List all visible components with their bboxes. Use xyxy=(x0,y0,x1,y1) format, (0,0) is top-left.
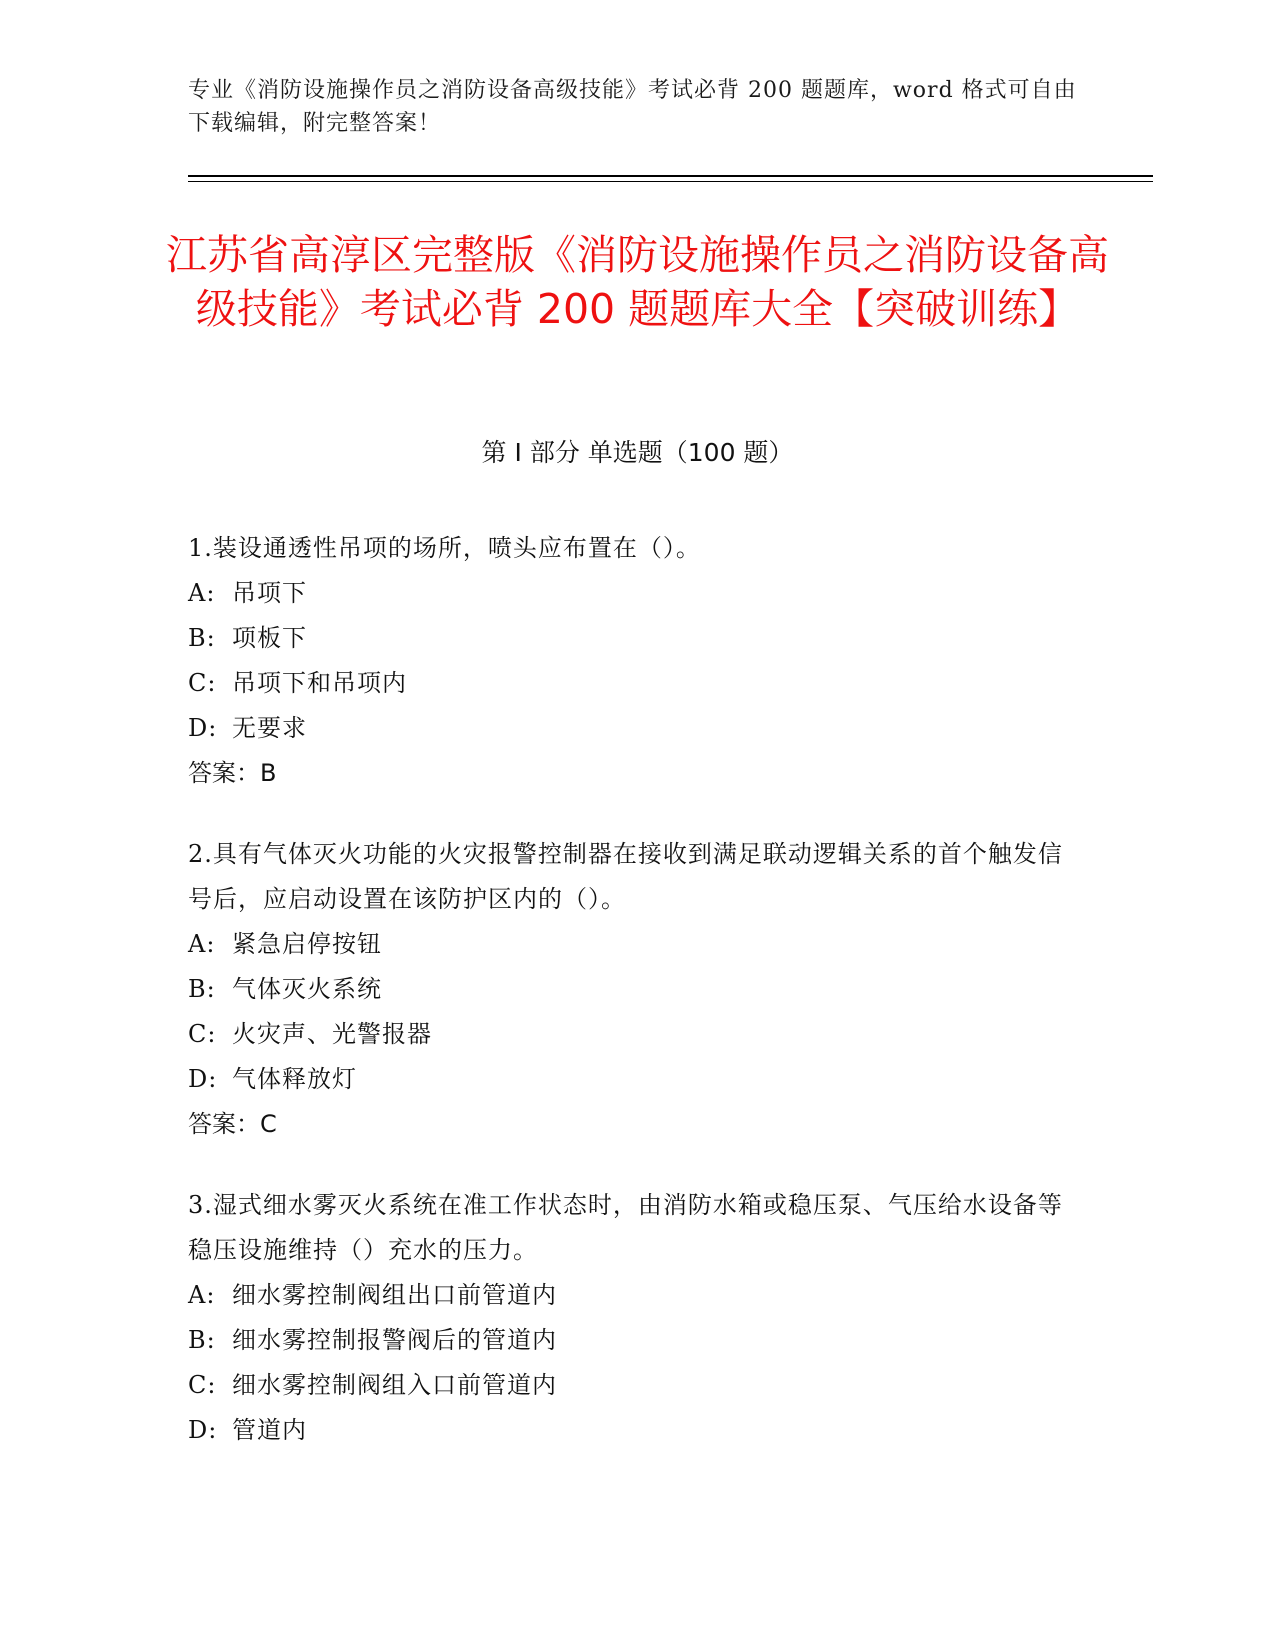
document-title: 江苏省高淳区完整版《消防设施操作员之消防设备高级技能》考试必背 200 题题库大全【突破训练】 xyxy=(166,231,1109,333)
option-letter: D: xyxy=(188,1065,218,1093)
header-rule-thick xyxy=(188,175,1153,177)
option-c xyxy=(188,661,1068,706)
option-text: 火灾声、光警报器 xyxy=(232,1020,432,1048)
option-b xyxy=(188,616,1068,661)
section-title: 第 I 部分 单选题（100 题） xyxy=(481,438,794,467)
header-rule-thin xyxy=(188,181,1153,182)
option-d xyxy=(188,1057,1068,1102)
option-text: 紧急启停按钮 xyxy=(232,930,382,958)
option-letter: A: xyxy=(188,1281,216,1309)
option-text: 细水雾控制阀组出口前管道内 xyxy=(232,1281,557,1309)
option-letter: C: xyxy=(188,1371,217,1399)
option-a xyxy=(188,571,1068,616)
option-letter: D: xyxy=(188,714,218,742)
question-stem: 2.具有气体灭火功能的火灾报警控制器在接收到满足联动逻辑关系的首个触发信号后，应启动设置在该防护区内的（）。 xyxy=(188,840,1063,913)
option-d xyxy=(188,1408,1068,1453)
question-list xyxy=(188,526,1068,1489)
answer: 答案：B xyxy=(188,759,277,787)
option-text: 管道内 xyxy=(232,1416,307,1444)
option-text: 气体释放灯 xyxy=(232,1065,357,1093)
option-b xyxy=(188,1318,1068,1363)
option-text: 吊项下 xyxy=(232,579,307,607)
question-stem: 3.湿式细水雾灭火系统在准工作状态时，由消防水箱或稳压泵、气压给水设备等稳压设施维持（）充水的压力。 xyxy=(188,1191,1063,1264)
option-text: 气体灭火系统 xyxy=(232,975,382,1003)
option-text: 无要求 xyxy=(232,714,307,742)
question-3 xyxy=(188,1183,1068,1453)
option-letter: B: xyxy=(188,975,216,1003)
question-1 xyxy=(188,526,1068,796)
answer: 答案：C xyxy=(188,1110,277,1138)
option-letter: C: xyxy=(188,1020,217,1048)
option-a xyxy=(188,1273,1068,1318)
option-d xyxy=(188,706,1068,751)
option-letter: B: xyxy=(188,1326,216,1354)
question-2 xyxy=(188,832,1068,1147)
option-a xyxy=(188,922,1068,967)
option-letter: A: xyxy=(188,930,216,958)
option-letter: C: xyxy=(188,669,217,697)
option-letter: A: xyxy=(188,579,216,607)
option-letter: B: xyxy=(188,624,216,652)
option-text: 项板下 xyxy=(232,624,307,652)
header-note: 专业《消防设施操作员之消防设备高级技能》考试必背 200 题题库，word 格式可自由下载编辑，附完整答案！ xyxy=(188,78,1077,136)
option-text: 细水雾控制报警阀后的管道内 xyxy=(232,1326,557,1354)
option-c xyxy=(188,1012,1068,1057)
option-letter: D: xyxy=(188,1416,218,1444)
question-stem: 1.装设通透性吊项的场所，喷头应布置在（）。 xyxy=(188,534,701,562)
option-b xyxy=(188,967,1068,1012)
option-c xyxy=(188,1363,1068,1408)
option-text: 细水雾控制阀组入口前管道内 xyxy=(232,1371,557,1399)
option-text: 吊项下和吊项内 xyxy=(232,669,407,697)
